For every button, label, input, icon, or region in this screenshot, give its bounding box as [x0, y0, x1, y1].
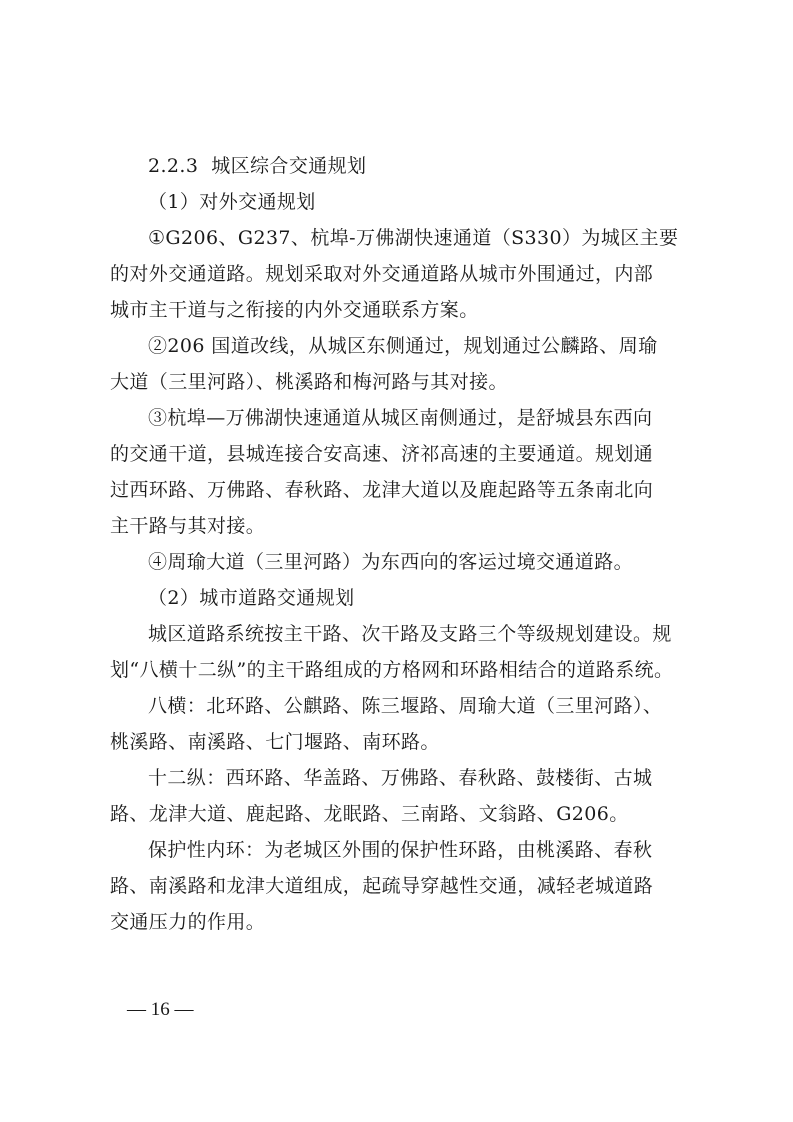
paragraph-line: 城市主干道与之衔接的内外交通联系方案。 [110, 299, 479, 321]
subsection-heading: （2）城市道路交通规划 [148, 587, 355, 609]
paragraph-line: 的对外交通道路。规划采取对外交通道路从城市外围通过，内部 [110, 263, 654, 285]
paragraph-line: ③杭埠—万佛湖快速通道从城区南侧通过，是舒城县东西向 [148, 407, 653, 429]
paragraph-line: ①G206、G237、杭埠-万佛湖快速通道（S330）为城区主要 [148, 227, 679, 249]
paragraph-line: 交通压力的作用。 [110, 911, 266, 933]
paragraph-line: ②206 国道改线，从城区东侧通过，规划通过公麟路、周瑜 [148, 335, 658, 357]
paragraph-line: 路、南溪路和龙津大道组成，起疏导穿越性交通，减轻老城道路 [110, 875, 654, 897]
section-heading: 2.2.3 城区综合交通规划 [148, 155, 367, 177]
paragraph-line: 大道（三里河路）、桃溪路和梅河路与其对接。 [110, 371, 508, 393]
paragraph-line: 划“八横十二纵”的主干路组成的方格网和环路相结合的道路系统。 [110, 659, 674, 681]
paragraph-line: 保护性内环：为老城区外围的保护性环路，由桃溪路、春秋 [148, 839, 653, 861]
paragraph-line: 十二纵：西环路、华盖路、万佛路、春秋路、鼓楼街、古城 [148, 767, 653, 789]
paragraph-line: 八横：北环路、公麒路、陈三堰路、周瑜大道（三里河路）、 [148, 695, 663, 717]
paragraph-line: 主干路与其对接。 [110, 515, 266, 537]
paragraph-line: 的交通干道，县城连接合安高速、济祁高速的主要通道。规划通 [110, 443, 654, 465]
paragraph-line: 桃溪路、南溪路、七门堰路、南环路。 [110, 731, 440, 753]
subsection-heading: （1）对外交通规划 [148, 191, 316, 213]
paragraph-line: 城区道路系统按主干路、次干路及支路三个等级规划建设。规 [148, 623, 672, 645]
paragraph-line: 路、龙津大道、鹿起路、龙眠路、三南路、文翁路、G206。 [110, 803, 629, 825]
page-number: — 16 — [127, 999, 194, 1020]
body-text [110, 148, 695, 940]
paragraph-line: 过西环路、万佛路、春秋路、龙津大道以及鹿起路等五条南北向 [110, 479, 654, 501]
paragraph-line: ④周瑜大道（三里河路）为东西向的客运过境交通道路。 [148, 551, 634, 573]
